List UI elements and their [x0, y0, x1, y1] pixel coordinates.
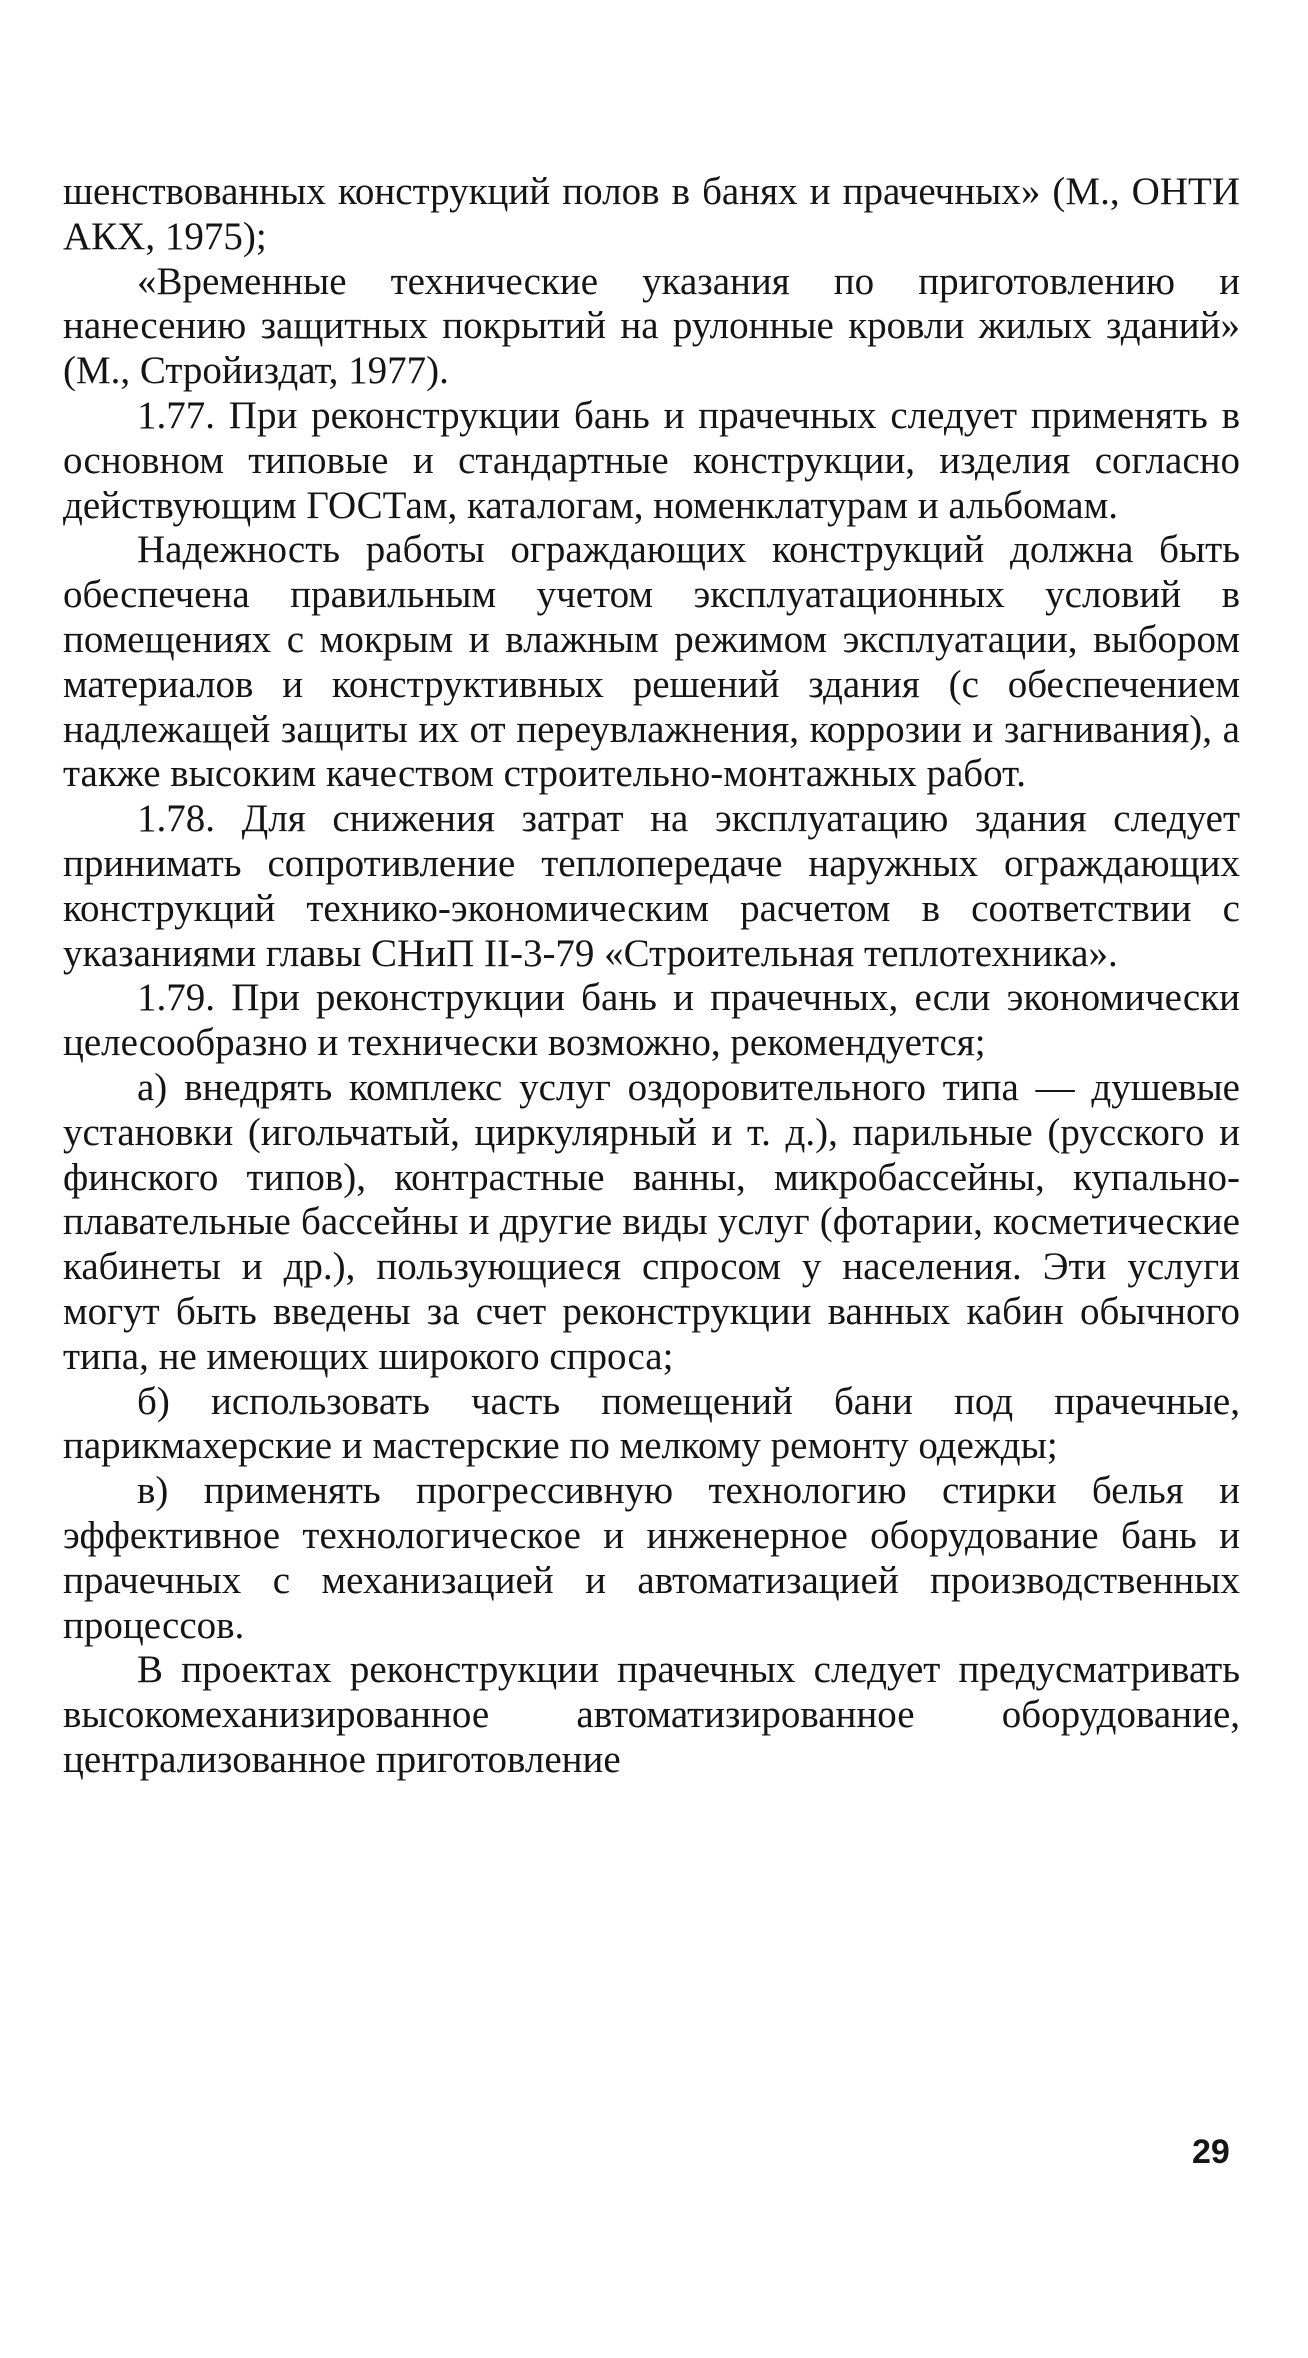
page-number: 29: [1192, 2133, 1230, 2171]
paragraph-reliability: Надежность работы ограждающих конструкций должна быть обеспечена правильным учетом эксплуатационных условий в помещениях с мокрым и влажным режимом эксплуатации, выбором материалов и конструктивных решений здания (с обеспечением надлежащей защиты их от переувлажнения, коррозии и загнивания), а также высоким качеством строительно-монтажных работ.: [63, 528, 1240, 796]
paragraph-citation-continued: шенствованных конструкций полов в банях и прачечных» (М., ОНТИ АКХ, 1975);: [63, 170, 1240, 258]
list-item-a: а) внедрять комплекс услуг оздоровительного типа — душевые установки (игольчатый, циркулярный и т. д.), парильные (русского и финского типов), контрастные ванны, микробассейны, купально-плавательные бассейны и другие виды услуг (фотарии, косметические кабинеты и др.), пользующиеся спросом у населения. Эти услуги могут быть введены за счет реконструкции ванных кабин обычного типа, не имеющих широкого спроса;: [63, 1065, 1240, 1378]
paragraph-clause-1-79: 1.79. При реконструкции бань и прачечных, если экономически целесообразно и технически возможно, рекомендуется;: [63, 976, 1240, 1065]
list-item-b: б) использовать часть помещений бани под прачечные, парикмахерские и мастерские по мелкому ремонту одежды;: [63, 1379, 1240, 1468]
document-page: [63, 170, 1240, 1783]
paragraph-citation-temporary-instructions: «Временные технические указания по приготовлению и нанесению защитных покрытий на рулонные кровли жилых зданий» (М., Стройиздат, 1977).: [63, 259, 1240, 393]
paragraph-clause-1-78: 1.78. Для снижения затрат на эксплуатацию здания следует принимать сопротивление теплопередаче наружных ограждающих конструкций технико-экономическим расчетом в соответствии с указаниями главы СНиП II-3-79 «Строительная теплотехника».: [63, 797, 1240, 975]
paragraph-clause-1-77: 1.77. При реконструкции бань и прачечных следует применять в основном типовые и стандартные конструкции, изделия согласно действующим ГОСТам, каталогам, номенклатурам и альбомам.: [63, 393, 1240, 527]
list-item-v: в) применять прогрессивную технологию стирки белья и эффективное технологическое и инженерное оборудование бань и прачечных с механизацией и автоматизацией производственных процессов.: [63, 1469, 1240, 1647]
paragraph-laundry-projects: В проектах реконструкции прачечных следует предусматривать высокомеханизированное автоматизированное оборудование, централизованное приготовление: [63, 1648, 1240, 1781]
